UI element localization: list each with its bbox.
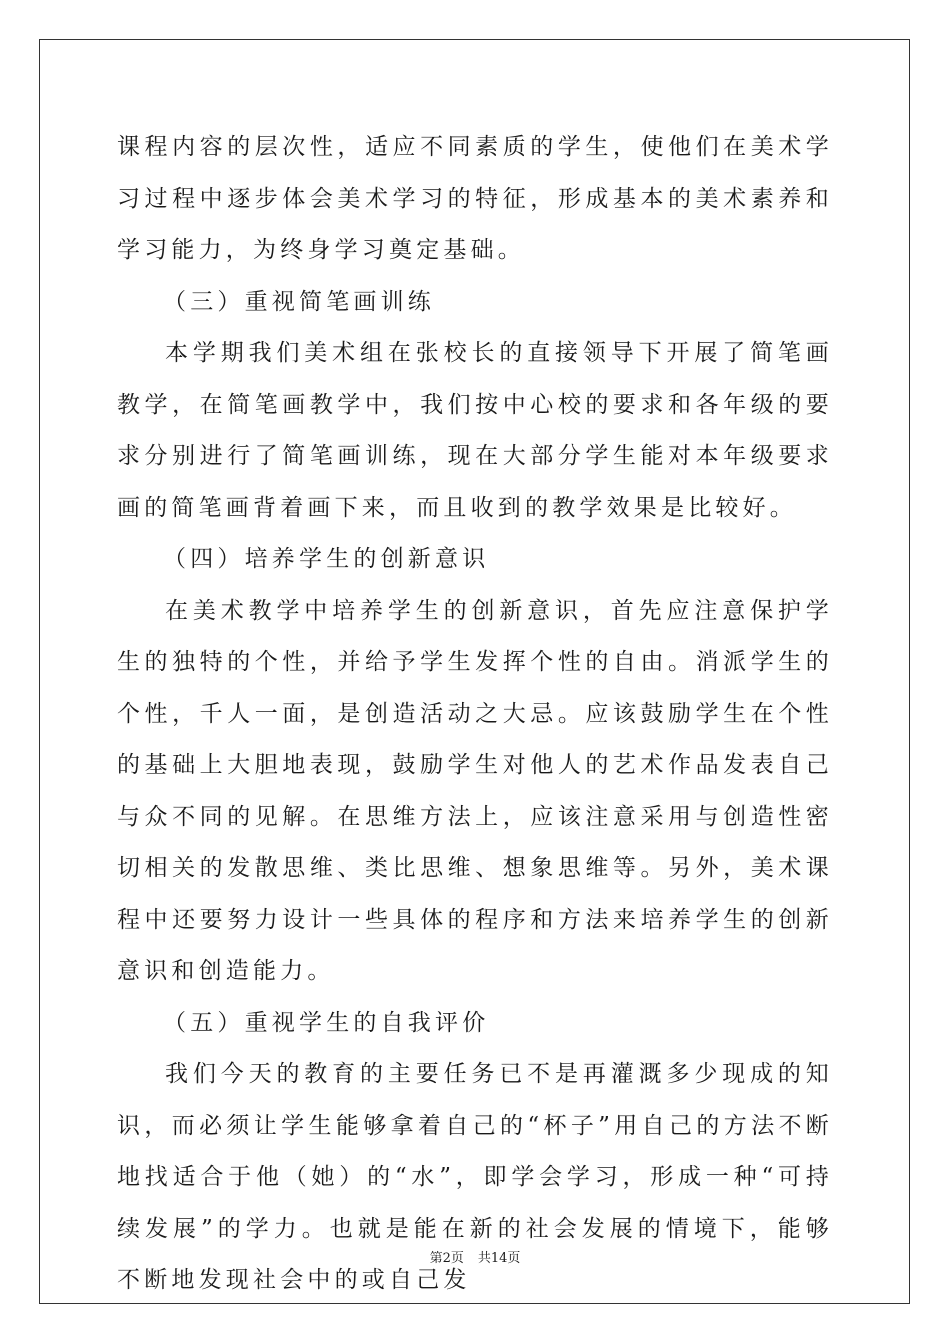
document-body	[117, 122, 833, 1307]
paragraph-innovation: 在美术教学中培养学生的创新意识，首先应注意保护学生的独特的个性，并给予学生发挥个性的自由。消派学生的个性，千人一面，是创造活动之大忌。应该鼓励学生在个性的基础上大胆地表现，鼓励学生对他人的艺术作品发表自己与众不同的见解。在思维方法上，应该注意采用与创造性密切相关的发散思维、类比思维、想象思维等。另外，美术课程中还要努力设计一些具体的程序和方法来培养学生的创新意识和创造能力。	[117, 597, 833, 984]
paragraph-sketch-training: 本学期我们美术组在张校长的直接领导下开展了简笔画教学，在简笔画教学中，我们按中心校的要求和各年级的要求分别进行了简笔画训练，现在大部分学生能对本年级要求画的简笔画背着画下来，而且收到的教学效果是比较好。	[117, 340, 833, 521]
section-heading-3: （三）重视简笔画训练	[163, 288, 435, 315]
page-footer	[0, 1247, 950, 1266]
paragraph-continuation: 课程内容的层次性，适应不同素质的学生，使他们在美术学习过程中逐步体会美术学习的特征，形成基本的美术素养和学习能力，为终身学习奠定基础。	[117, 134, 833, 263]
page-number: 第2页	[429, 1251, 464, 1266]
section-heading-4: （四）培养学生的创新意识	[163, 546, 490, 572]
page-total: 共14页	[477, 1251, 521, 1266]
paragraph-self-evaluation: 我们今天的教育的主要任务已不是再灌溉多少现成的知识，而必须让学生能够拿着自己的“杯子”用自己的方法不断地找适合于他（她）的“水”，即学会学习，形成一种“可持续发展”的学力。也就是能在新的社会发展的情境下，能够不断地发现社会中的或自己发	[117, 1061, 833, 1293]
section-heading-5: （五）重视学生的自我评价	[163, 1009, 490, 1036]
